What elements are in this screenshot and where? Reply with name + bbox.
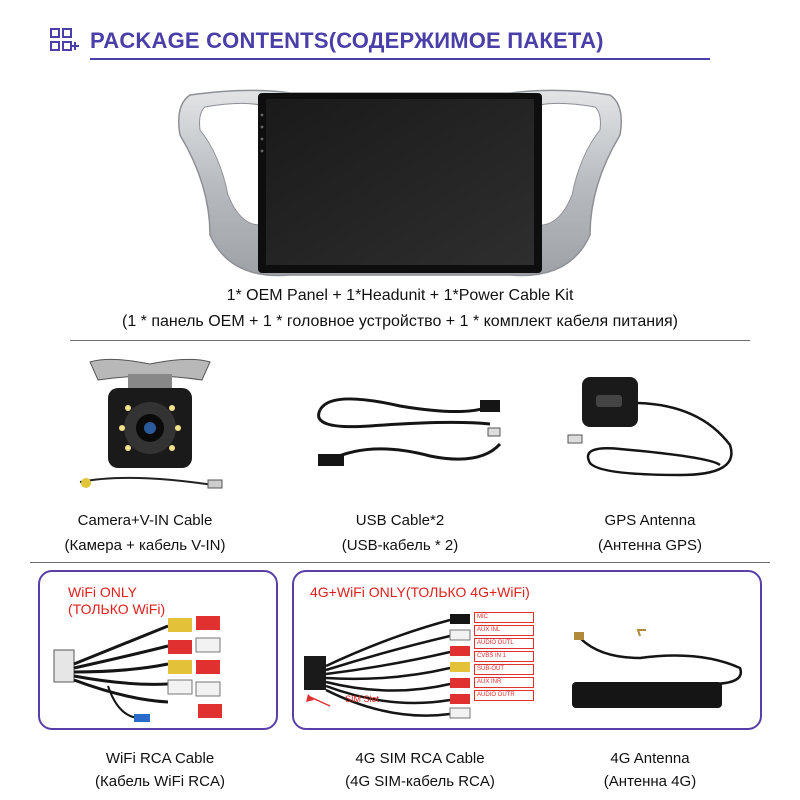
port-labels bbox=[474, 612, 534, 701]
camera-caption-ru: (Камера + кабель V-IN) bbox=[64, 537, 226, 554]
usb-caption: USB Cable*2 bbox=[355, 512, 445, 529]
port-label: AUDIO OUTR bbox=[474, 690, 534, 701]
lte-antenna-caption-ru: (Антенна 4G) bbox=[603, 773, 697, 790]
package-grid-icon bbox=[50, 28, 80, 54]
camera-image bbox=[70, 352, 230, 502]
divider bbox=[70, 340, 750, 341]
port-label: AUX INL bbox=[474, 625, 534, 636]
sim-slot-label: SIM Slot bbox=[345, 694, 380, 704]
usb-cable-image bbox=[310, 380, 510, 480]
port-label: SUB-OUT bbox=[474, 664, 534, 675]
usb-caption-ru: (USB-кабель * 2) bbox=[341, 537, 459, 554]
main-product-caption-ru: (1 * панель OEM + 1 * головное устройство + 1 * комплект кабеля питания) bbox=[121, 313, 678, 330]
port-label: AUX INR bbox=[474, 677, 534, 688]
wifi-only-tag: WiFi ONLY bbox=[68, 584, 137, 600]
camera-caption: Camera+V-IN Cable bbox=[77, 512, 213, 529]
lte-antenna-image bbox=[560, 628, 750, 718]
lte-antenna-caption: 4G Antenna bbox=[610, 750, 690, 767]
sim-rca-caption: 4G SIM RCA Cable bbox=[355, 750, 485, 767]
port-label: MIC bbox=[474, 612, 534, 623]
port-label: CVBS IN 1 bbox=[474, 651, 534, 662]
sim-rca-caption-ru: (4G SIM-кабель RCA) bbox=[345, 773, 495, 790]
gps-caption-ru: (Антенна GPS) bbox=[597, 537, 703, 554]
page-title: PACKAGE CONTENTS(СОДЕРЖИМОЕ ПАКЕТА) bbox=[90, 28, 604, 53]
wifi-rca-cable-image bbox=[48, 606, 268, 726]
section-header bbox=[50, 22, 750, 62]
gps-caption: GPS Antenna bbox=[604, 512, 696, 529]
lte-wifi-tag: 4G+WiFi ONLY(ТОЛЬКО 4G+WiFi) bbox=[310, 584, 530, 600]
wifi-only-tag-ru: (ТОЛЬКО WiFi) bbox=[68, 601, 166, 617]
port-label: AUDIO OUTL bbox=[474, 638, 534, 649]
gps-antenna-image bbox=[560, 365, 750, 495]
wifi-rca-caption: WiFi RCA Cable bbox=[105, 750, 215, 767]
main-product-caption: 1* OEM Panel + 1*Headunit + 1*Power Cable Kit bbox=[226, 287, 574, 304]
wifi-rca-caption-ru: (Кабель WiFi RCA) bbox=[95, 773, 225, 790]
headunit-panel-image bbox=[170, 75, 630, 285]
title-underline bbox=[90, 58, 710, 60]
divider bbox=[30, 562, 770, 563]
